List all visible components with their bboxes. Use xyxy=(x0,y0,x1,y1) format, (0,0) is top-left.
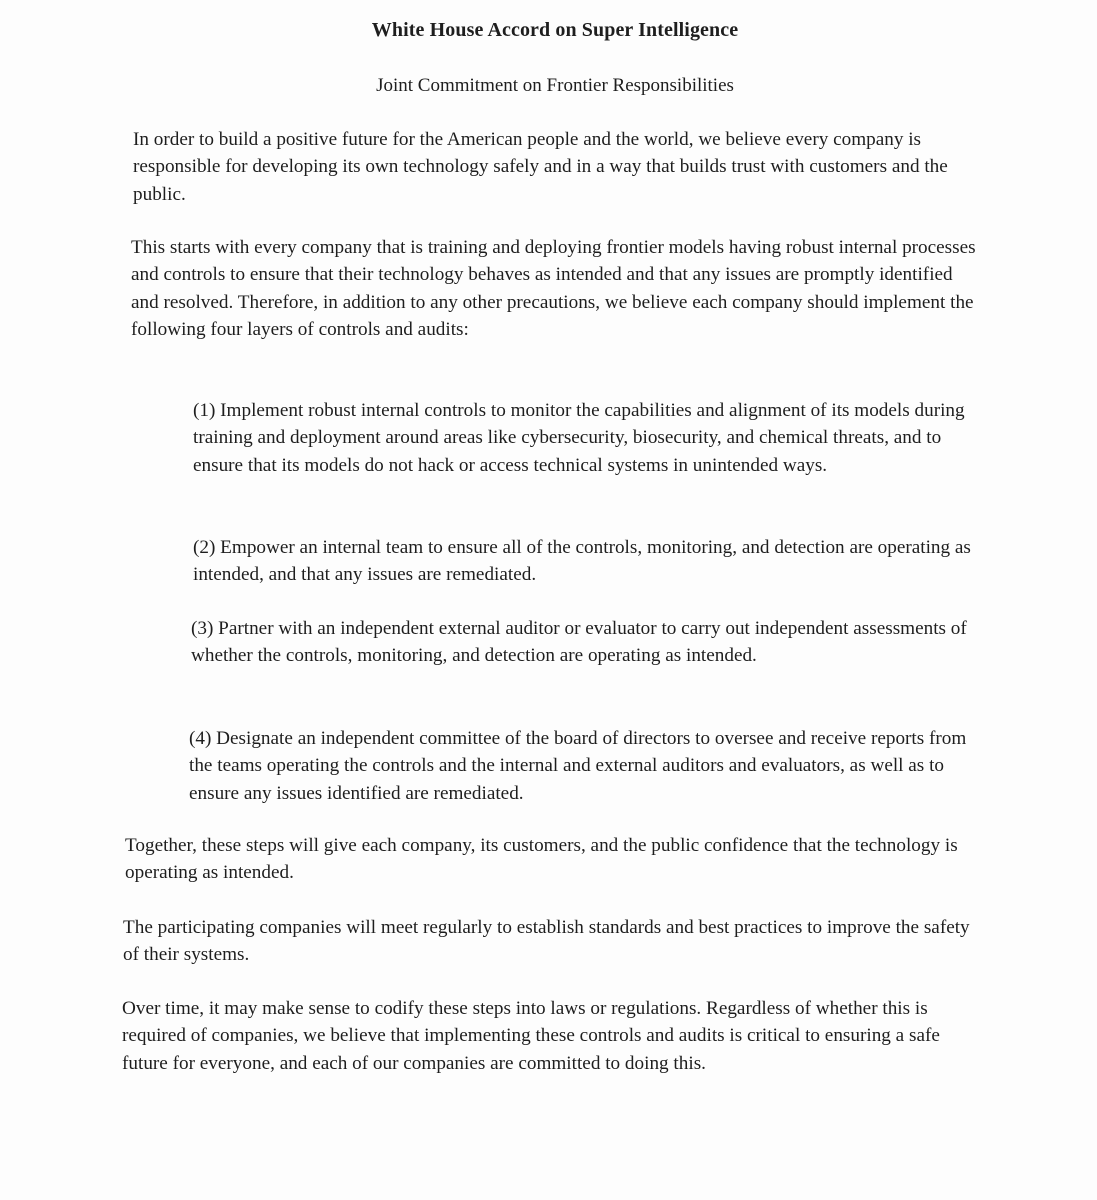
together-paragraph: Together, these steps will give each company, its customers, and the public confidence that the technology is operating as intended. xyxy=(125,835,958,884)
intro-paragraph: In order to build a positive future for the American people and the world, we believe every company is responsible for developing its own technology safely and in a way that builds trust with customers and the public. xyxy=(133,129,948,205)
document-subtitle: Joint Commitment on Frontier Responsibilities xyxy=(376,75,734,96)
list-item-4: (4) Designate an independent committee of the board of directors to oversee and receive reports from the teams operating the controls and the internal and external auditors and evaluators, as well as to ensure any issues identified are remediated. xyxy=(189,728,967,804)
list-item-3: (3) Partner with an independent external auditor or evaluator to carry out independent assessments of whether the controls, monitoring, and detection are operating as intended. xyxy=(191,618,967,667)
list-item-1: (1) Implement robust internal controls to monitor the capabilities and alignment of its models during training and deployment around areas like cybersecurity, biosecurity, and chemical threats, and to ensure that its models do not hack or access technical systems in unintended ways. xyxy=(193,400,965,476)
list-item-2: (2) Empower an internal team to ensure all of the controls, monitoring, and detection are operating as intended, and that any issues are remediated. xyxy=(193,537,971,586)
closing-paragraph: Over time, it may make sense to codify these steps into laws or regulations. Regardless of whether this is required of companies, we believe that implementing these controls and audits is critical to ensuring a safe future for everyone, and each of our companies are committed to doing this. xyxy=(122,998,940,1074)
context-paragraph: This starts with every company that is training and deploying frontier models having robust internal processes and controls to ensure that their technology behaves as intended and that any issues are promptly identified and resolved. Therefore, in addition to any other precautions, we believe each company should implement the following four layers of controls and audits: xyxy=(131,237,976,341)
participating-paragraph: The participating companies will meet regularly to establish standards and best practices to improve the safety of their systems. xyxy=(123,917,970,966)
document-title: White House Accord on Super Intelligence xyxy=(371,19,739,41)
